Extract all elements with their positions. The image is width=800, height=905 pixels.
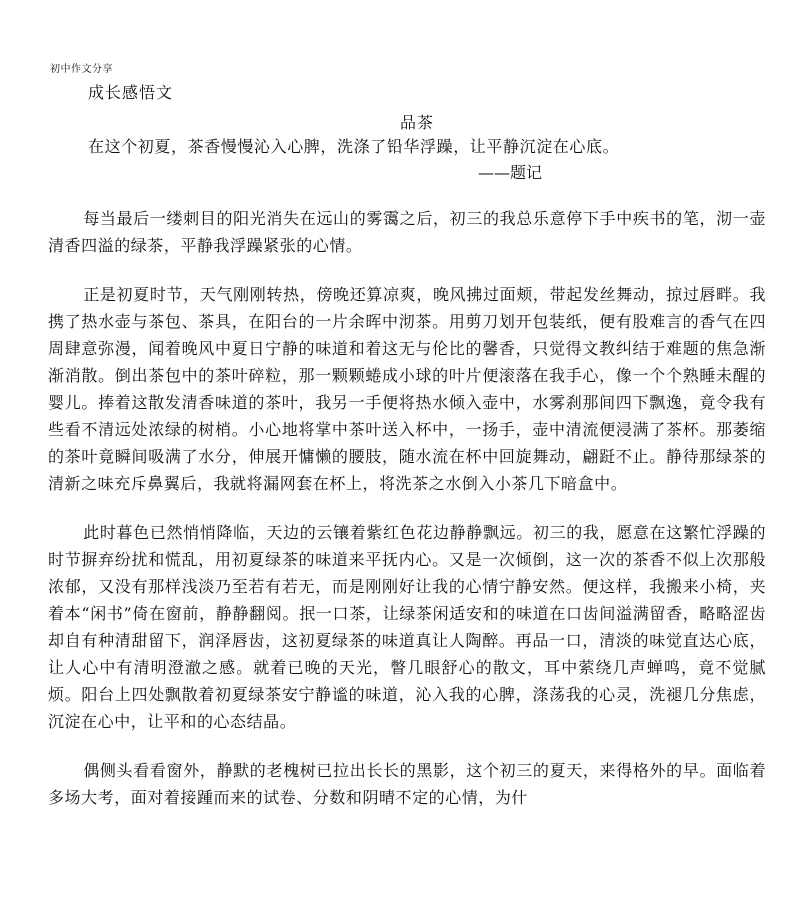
epigraph: 在这个初夏，茶香慢慢沁入心脾，洗涤了铅华浮躁，让平静沉淀在心底。 xyxy=(88,137,620,156)
paragraph: 此时暮色已然悄悄降临，天边的云镶着紫红色花边静静飘远。初三的我，愿意在这繁忙浮躁的时节摒弃纷扰和慌乱，用初夏绿茶的味道来平抚内心。又是一次倾倒，这一次的茶香不似上次那般浓郁，又没有那样浅淡乃至若有若无，而是刚刚好让我的心情宁静安然。便这样，我搬来小椅，夹着本“闲书”倚在窗前，静静翻阅。抿一口茶，让绿茶闲适安和的味道在口齿间溢满留香，略略涩齿却自有种清甜留下，润泽唇齿，这初夏绿茶的味道真让人陶醉。再品一口，清淡的味觉直达心底，让人心中有清明澄澈之感。就着已晚的天光，瞥几眼舒心的散文，耳中萦绕几声蝉鸣，竟不觉腻烦。阳台上四处飘散着初夏绿茶安宁静谧的味道，沁入我的心脾，涤荡我的心灵，洗褪几分焦虑，沉淀在心中，让平和的心态结晶。 xyxy=(48,523,766,731)
epigraph-attribution: ——题记 xyxy=(478,163,543,182)
essay-body xyxy=(48,205,766,833)
document-title: 成长感悟文 xyxy=(88,83,174,102)
header-label: 初中作文分享 xyxy=(50,64,113,75)
paragraph: 偶侧头看看窗外，静默的老槐树已拉出长长的黑影，这个初三的夏天，来得格外的早。面临着多场大考，面对着接踵而来的试卷、分数和阴晴不定的心情，为什 xyxy=(48,761,766,807)
paragraph: 每当最后一缕刺目的阳光消失在远山的雾霭之后，初三的我总乐意停下手中疾书的笔，沏一壶清香四溢的绿茶，平静我浮躁紧张的心情。 xyxy=(48,209,766,255)
essay-title: 品茶 xyxy=(400,113,435,132)
paragraph: 正是初夏时节，天气刚刚转热，傍晚还算凉爽，晚风拂过面颊，带起发丝舞动，掠过唇畔。我携了热水壶与茶包、茶具，在阳台的一片余晖中沏茶。用剪刀划开包装纸，便有股难言的香气在四周肆意弥漫，闻着晚风中夏日宁静的味道和着这无与伦比的馨香，只觉得文教纠结于难题的焦急渐渐消散。倒出茶包中的茶叶碎粒，那一颗颗蜷成小球的叶片便滚落在我手心，像一个个熟睡未醒的婴儿。捧着这散发清香味道的茶叶，我另一手便将热水倾入壶中，水雾刹那间四下飘逸，竟令我有些看不清远处浓绿的树梢。小心地将掌中茶叶送入杯中，一扬手，壶中清流便浸满了茶杯。那萎缩的茶叶竟瞬间吸满了水分，伸展开慵懒的腰肢，随水流在杯中回旋舞动，翩跹不止。静待那绿茶的清新之味充斥鼻翼后，我就将漏网套在杯上，将洗茶之水倒入小茶几下暗盒中。 xyxy=(48,285,766,493)
